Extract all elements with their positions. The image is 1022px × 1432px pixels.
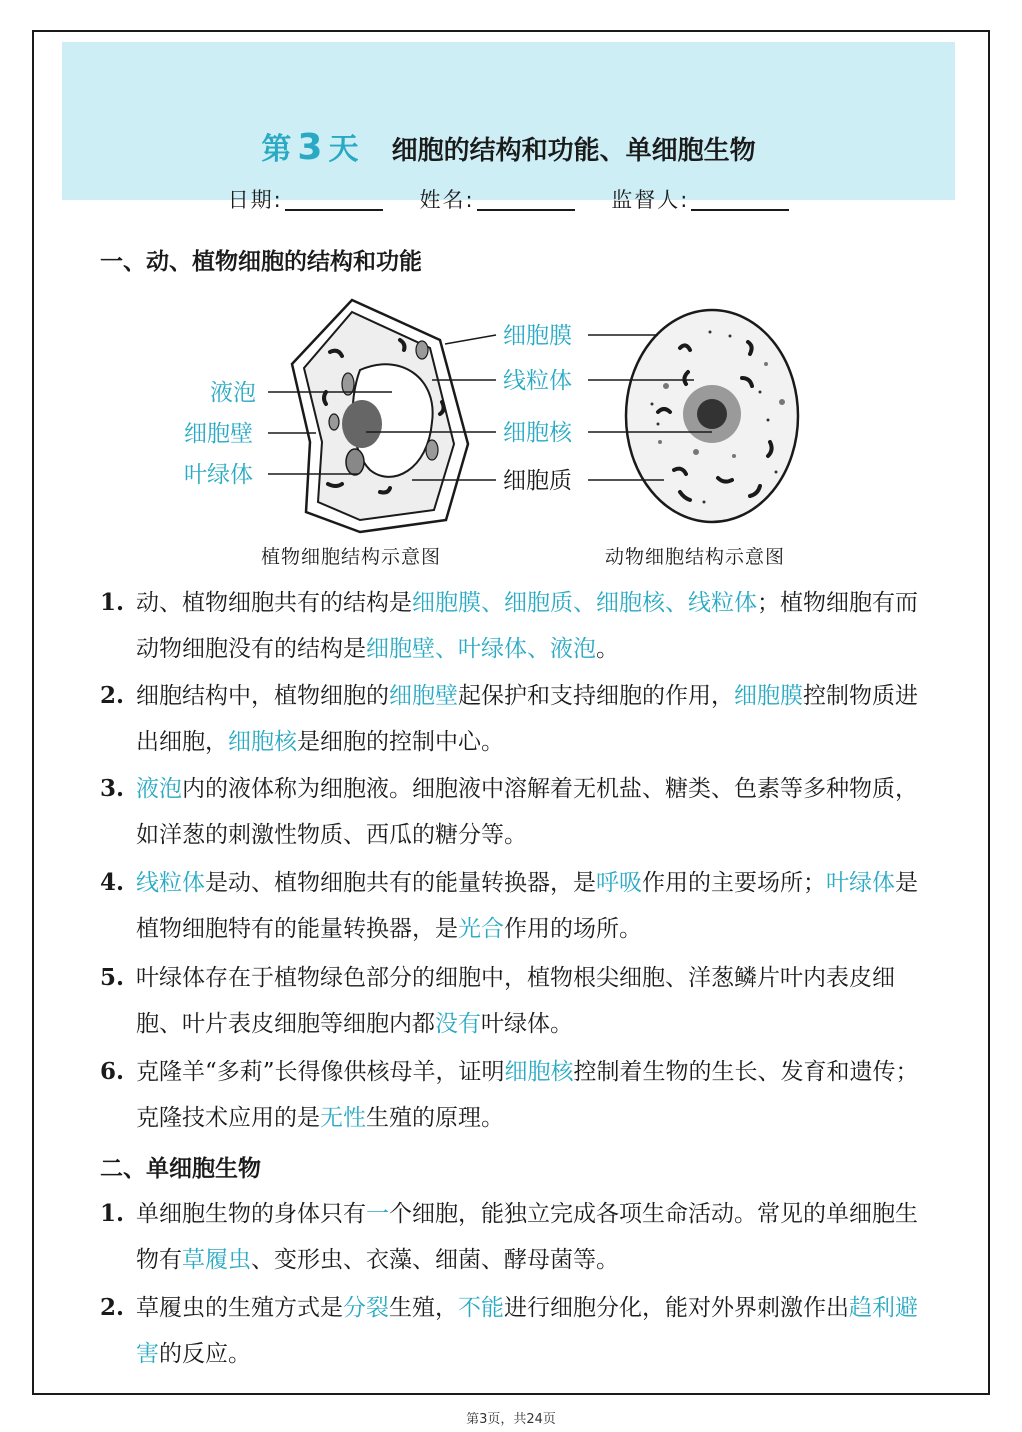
highlighted-answer: 细胞壁、叶绿体、液泡 — [366, 636, 596, 662]
date-field[interactable]: 日期: — [228, 188, 383, 212]
highlighted-answer: 细胞核 — [504, 1059, 574, 1085]
lesson-title — [62, 124, 955, 168]
item-text: 细胞结构中，植物细胞的 — [136, 683, 389, 709]
item-text: 生殖的原理。 — [366, 1105, 504, 1131]
item-text: 是细胞的控制中心。 — [297, 729, 504, 755]
highlighted-answer: 液泡 — [136, 776, 182, 802]
animal-cell-caption: 动物细胞结构示意图 — [605, 546, 786, 568]
topic-title: 细胞的结构和功能、单细胞生物 — [391, 136, 756, 166]
list-item: 5. 叶绿体存在于植物绿色部分的细胞中，植物根尖细胞、洋葱鳞片叶内表皮细胞、叶片表皮细胞等细胞内都没有叶绿体。 — [100, 964, 895, 1037]
plant-cell-caption: 植物细胞结构示意图 — [261, 546, 442, 568]
highlighted-answer: 分裂 — [343, 1295, 389, 1321]
highlighted-answer: 光合 — [458, 916, 504, 942]
item-text: 进行细胞分化，能对外界刺激作出 — [504, 1295, 849, 1321]
item-text: 叶绿体存在于植物绿色部分的细胞中，植物根尖细胞、洋葱鳞片叶内表皮细胞、叶片表皮细胞等细胞内都 — [136, 965, 895, 1037]
highlighted-answer: 草履虫 — [182, 1247, 251, 1273]
section1-title: 一、动、植物细胞的结构和功能 — [100, 249, 422, 275]
cell-diagram — [170, 292, 870, 572]
item-text: 是植物细胞特有的能量转换器，是 — [136, 870, 918, 942]
highlighted-answer: 一 — [366, 1201, 389, 1227]
highlighted-answer: 细胞膜 — [734, 683, 803, 709]
section2-title: 二、单细胞生物 — [100, 1156, 261, 1182]
highlighted-answer: 趋利避害 — [136, 1295, 918, 1367]
highlighted-answer: 线粒体 — [136, 870, 205, 896]
item-text: 起保护和支持细胞的作用， — [458, 683, 734, 709]
item-text: 叶绿体。 — [481, 1011, 573, 1037]
label-cytoplasm: 细胞质 — [503, 468, 572, 494]
label-mitochondria: 线粒体 — [503, 368, 572, 394]
highlighted-answer: 没有 — [435, 1011, 481, 1037]
item-text: 生殖， — [389, 1295, 458, 1321]
label-cell-wall: 细胞壁 — [184, 421, 253, 447]
cell-diagram-svg — [170, 292, 870, 572]
list-item: 6. 克隆羊“多莉”长得像供核母羊，证明细胞核控制着生物的生长、发育和遗传；克隆技术应用的是无性生殖的原理。 — [100, 1058, 919, 1131]
item-text: 个细胞，能独立完成各项生命活动。常见的单细胞生物有 — [136, 1201, 918, 1273]
item-text: 内的液体称为细胞液。细胞液中溶解着无机盐、糖类、色素等多种物质，如洋葱的刺激性物质、西瓜的糖分等。 — [136, 776, 918, 848]
item-text: 动、植物细胞共有的结构是 — [136, 590, 412, 616]
item-text: ；植物细胞有而动物细胞没有的结构是 — [136, 590, 918, 662]
item-text: 作用的场所。 — [504, 916, 642, 942]
label-vacuole: 液泡 — [210, 380, 256, 406]
highlighted-answer: 细胞膜、细胞质、细胞核、线粒体 — [412, 590, 757, 616]
item-text: 控制着生物的生长、发育和遗传；克隆技术应用的是 — [136, 1059, 919, 1131]
fill-in-fields — [62, 184, 955, 214]
lesson-header — [62, 42, 955, 212]
list-item: 2. 草履虫的生殖方式是分裂生殖，不能进行细胞分化，能对外界刺激作出趋利避害的反应。 — [100, 1294, 918, 1367]
name-field[interactable]: 姓名: — [419, 188, 574, 212]
label-cell-membrane: 细胞膜 — [503, 323, 572, 349]
label-nucleus: 细胞核 — [503, 420, 572, 446]
highlighted-answer: 呼吸 — [596, 870, 642, 896]
item-text: 作用的主要场所； — [642, 870, 826, 896]
list-item: 1. 动、植物细胞共有的结构是细胞膜、细胞质、细胞核、线粒体；植物细胞有而动物细胞没有的结构是细胞壁、叶绿体、液泡。 — [100, 589, 918, 662]
item-text: 是动、植物细胞共有的能量转换器，是 — [205, 870, 596, 896]
date-blank[interactable] — [285, 189, 383, 211]
item-text: 、变形虫、衣藻、细菌、酵母菌等。 — [251, 1247, 619, 1273]
item-text: 的反应。 — [159, 1341, 251, 1367]
name-blank[interactable] — [477, 189, 575, 211]
highlighted-answer: 不能 — [458, 1295, 504, 1321]
highlighted-answer: 无性 — [320, 1105, 366, 1131]
day-label: 第 3 天 — [261, 127, 359, 168]
list-item: 3. 液泡内的液体称为细胞液。细胞液中溶解着无机盐、糖类、色素等多种物质，如洋葱的刺激性物质、西瓜的糖分等。 — [100, 775, 918, 848]
highlighted-answer: 细胞核 — [228, 729, 297, 755]
page-number: 第3页，共24页 — [466, 1412, 556, 1427]
label-chloroplast: 叶绿体 — [184, 462, 253, 488]
highlighted-answer: 细胞壁 — [389, 683, 458, 709]
item-text: 克隆羊“多莉”长得像供核母羊，证明 — [136, 1059, 505, 1085]
animal-cell-illustration — [626, 310, 798, 522]
supervisor-blank[interactable] — [691, 189, 789, 211]
item-text: 单细胞生物的身体只有 — [136, 1201, 366, 1227]
supervisor-field[interactable]: 监督人: — [611, 188, 789, 212]
list-item: 2. 细胞结构中，植物细胞的细胞壁起保护和支持细胞的作用，细胞膜控制物质进出细胞，细胞核是细胞的控制中心。 — [100, 682, 918, 755]
list-item: 4. 线粒体是动、植物细胞共有的能量转换器，是呼吸作用的主要场所；叶绿体是植物细胞特有的能量转换器，是光合作用的场所。 — [100, 869, 918, 942]
plant-cell-illustration — [292, 300, 468, 532]
item-text: 。 — [596, 636, 619, 662]
list-item: 1. 单细胞生物的身体只有一个细胞，能独立完成各项生命活动。常见的单细胞生物有草履虫、变形虫、衣藻、细菌、酵母菌等。 — [100, 1200, 918, 1273]
highlighted-answer: 叶绿体 — [826, 870, 895, 896]
item-text: 控制物质进出细胞， — [136, 683, 918, 755]
item-text: 草履虫的生殖方式是 — [136, 1295, 343, 1321]
